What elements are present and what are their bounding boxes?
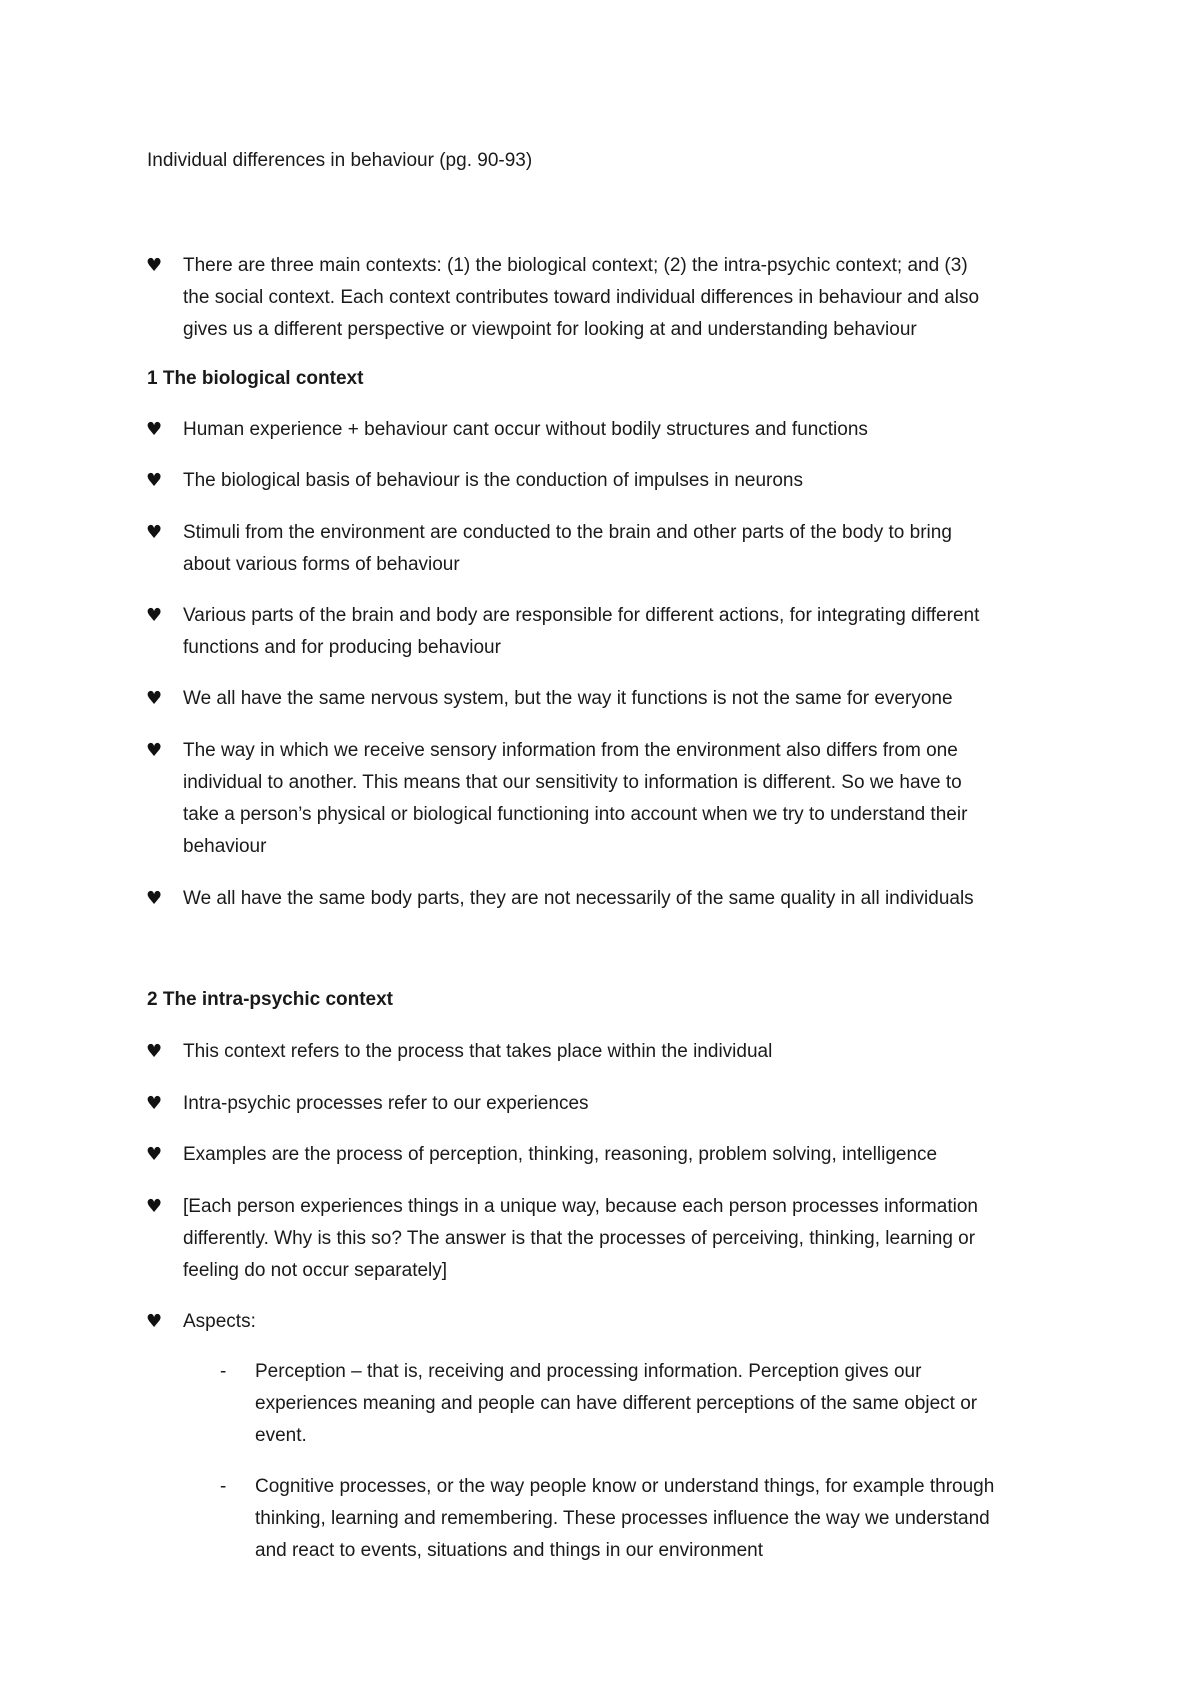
list-item-text: Examples are the process of perception, thinking, reasoning, problem solving, intelligence [183,1144,938,1165]
aspect-text: Perception – that is, receiving and processing information. Perception gives our experiences meaning and people can have different perceptions of the same object or event. [255,1361,978,1446]
list-item-text: We all have the same nervous system, but the way it functions is not the same for everyone [183,688,953,709]
section-heading-intra-psychic: 2 The intra-psychic context [147,989,394,1010]
list-item-text: The biological basis of behaviour is the conduction of impulses in neurons [183,470,803,491]
heart-bullet-icon: ♥ [146,522,163,543]
heart-bullet-icon: ♥ [146,419,163,440]
section-heading-biological: 1 The biological context [147,368,364,389]
list-item-text: Human experience + behaviour cant occur without bodily structures and functions [183,419,868,440]
heart-bullet-icon: ♥ [146,605,163,626]
list-item-text: The way in which we receive sensory information from the environment also differs from one individual to another. This means that our sensitivity to information is different. So we have to take a person’s physical or biological functioning into account when we try to understand their behaviour [183,740,968,857]
aspect-text: Cognitive processes, or the way people know or understand things, for example through thinking, learning and remembering. These processes influence the way we understand and react to events, situations and things in our environment [255,1476,995,1561]
dash-bullet: - [220,1476,227,1497]
list-item-text: There are three main contexts: (1) the biological context; (2) the intra-psychic context; and (3) the social context. Each context contributes toward individual differences in behaviour and also gives us a different perspective or viewpoint for looking at and understanding behaviour [183,255,980,340]
list-item-text: Aspects: [183,1311,256,1332]
heart-bullet-icon: ♥ [146,255,163,276]
heart-bullet-icon: ♥ [146,688,163,709]
heart-bullet-icon: ♥ [146,470,163,491]
dash-bullet: - [220,1361,227,1382]
heart-bullet-icon: ♥ [146,1144,163,1165]
list-item-text: We all have the same body parts, they are not necessarily of the same quality in all individuals [183,888,974,909]
heart-bullet-icon: ♥ [146,888,163,909]
list-item-text: This context refers to the process that takes place within the individual [183,1041,773,1062]
list-item-text: [Each person experiences things in a unique way, because each person processes information differently. Why is this so? The answer is that the processes of perceiving, thinking, learning or feeling do not occur separately] [183,1196,978,1281]
heart-bullet-icon: ♥ [146,1041,163,1062]
heart-bullet-icon: ♥ [146,740,163,761]
heart-bullet-icon: ♥ [146,1196,163,1217]
page-title: Individual differences in behaviour (pg. 90-93) [147,150,533,171]
list-item-text: Stimuli from the environment are conducted to the brain and other parts of the body to bring about various forms of behaviour [183,522,952,575]
heart-bullet-icon: ♥ [146,1311,163,1332]
list-item-text: Intra-psychic processes refer to our experiences [183,1093,589,1114]
list-item-text: Various parts of the brain and body are responsible for different actions, for integrating different functions and for producing behaviour [183,605,980,658]
heart-bullet-icon: ♥ [146,1093,163,1114]
